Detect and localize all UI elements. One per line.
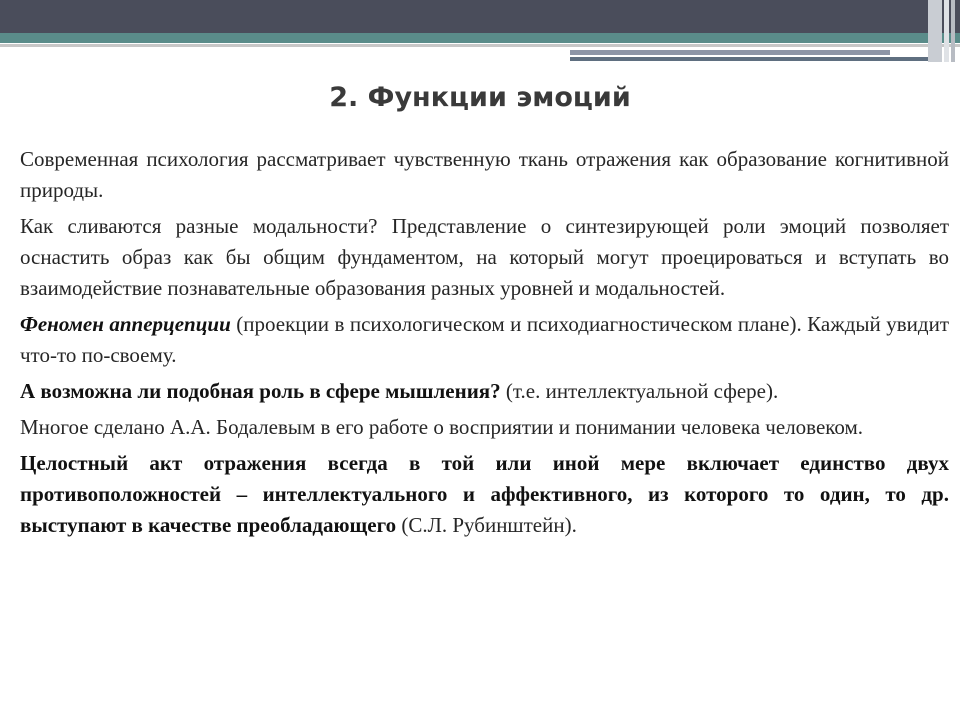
header-teal-band: [0, 33, 960, 43]
header-accent-bar-lower: [570, 57, 940, 61]
thinking-question: А возможна ли подобная роль в сфере мышления?: [20, 379, 501, 403]
slide-title: 2. Функции эмоций: [329, 82, 631, 113]
corner-decoration-thin: [944, 0, 949, 62]
rubinstein-quote: Целостный акт отражения всегда в той или иной мере включает единство двух противоположностей – интеллектуального и аффективного, из которого то один, то др. выступают в качестве преобладающего: [20, 451, 949, 537]
header-dark-bar: [0, 0, 960, 33]
corner-decoration-edge: [951, 0, 955, 62]
header-divider-line: [0, 44, 960, 47]
paragraph-2: Как сливаются разные модальности? Представление о синтезирующей роли эмоций позволяет оснастить образ как бы общим фундаментом, на который могут проецироваться и вступать во взаимодействие познавательные образования разных уровней и модальностей.: [20, 214, 949, 300]
quote-attribution: (С.Л. Рубинштейн).: [396, 513, 577, 537]
paragraph-1: Современная психология рассматривает чувственную ткань отражения как образование когнитивной природы.: [20, 147, 949, 202]
paragraph-3-text: (проекции в психологическом и психодиагностическом плане). Каждый увидит что-то по-своему.: [20, 312, 949, 367]
paragraph-4: [20, 376, 949, 407]
paragraph-5: Многое сделано А.А. Бодалевым в его работе о восприятии и понимании человека человеком.: [20, 415, 864, 439]
paragraph-3: [20, 309, 949, 371]
slide-body: [20, 144, 949, 546]
corner-decoration: [928, 0, 942, 62]
apperception-term: Феномен апперцепции: [20, 312, 231, 336]
paragraph-6: [20, 448, 949, 541]
header-accent-bar: [570, 50, 890, 55]
paragraph-4-text: (т.е. интеллектуальной сфере).: [500, 379, 779, 403]
